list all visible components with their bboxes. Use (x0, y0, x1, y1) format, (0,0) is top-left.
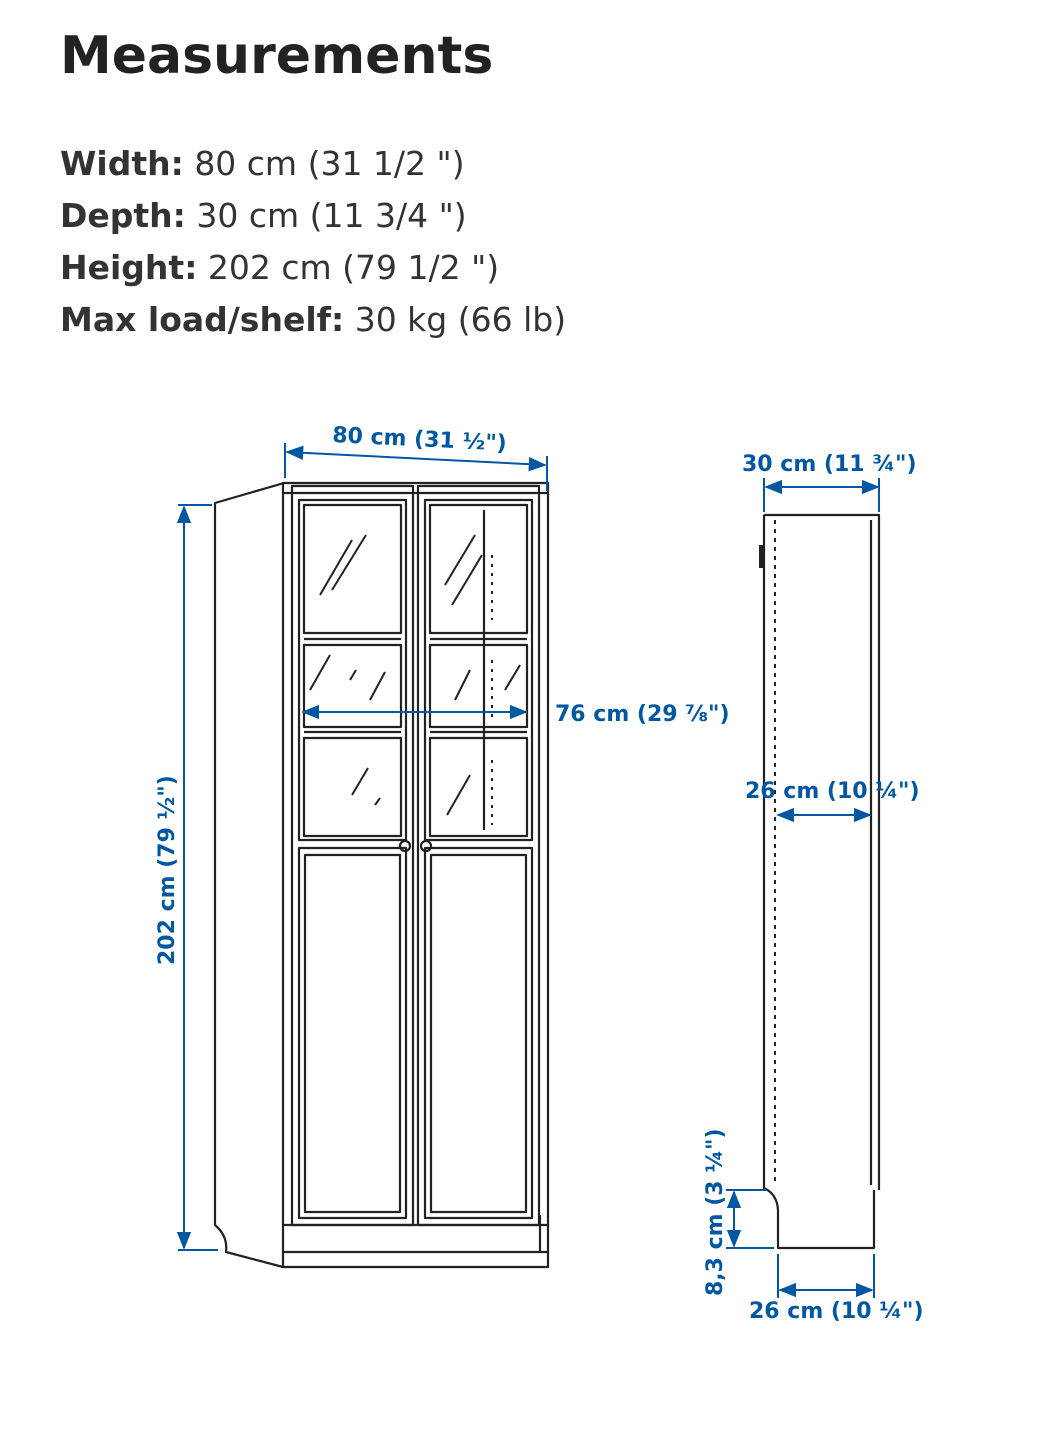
spec-label: Max load/shelf: (60, 300, 345, 339)
spec-label: Width: (60, 144, 184, 183)
front-height-label: 202 cm (79 ½") (155, 775, 180, 965)
spec-value: 80 cm (31 1/2 ") (194, 144, 465, 183)
page-title: Measurements (60, 26, 494, 86)
inner-width-label: 76 cm (29 ⅞") (555, 702, 730, 727)
spec-label: Depth: (60, 196, 186, 235)
spec-value: 202 cm (79 1/2 ") (207, 248, 500, 287)
spec-value: 30 cm (11 3/4 ") (196, 196, 467, 235)
plinth (283, 1225, 548, 1252)
side-inner-depth-label: 26 cm (10 ¼") (745, 779, 920, 804)
cabinet-frame (283, 483, 548, 1267)
side-view (761, 515, 879, 1248)
spec-label: Height: (60, 248, 198, 287)
side-panel (215, 483, 284, 1267)
front-width-label: 80 cm (31 ½") (331, 423, 508, 457)
side-depth-label: 30 cm (11 ¾") (742, 452, 917, 477)
spec-value: 30 kg (66 lb) (354, 300, 567, 339)
front-view-bookcase (215, 483, 548, 1267)
plinth-height-label: 8,3 cm (3 ¼") (703, 1128, 728, 1296)
plinth-depth-label: 26 cm (10 ¼") (749, 1299, 924, 1324)
